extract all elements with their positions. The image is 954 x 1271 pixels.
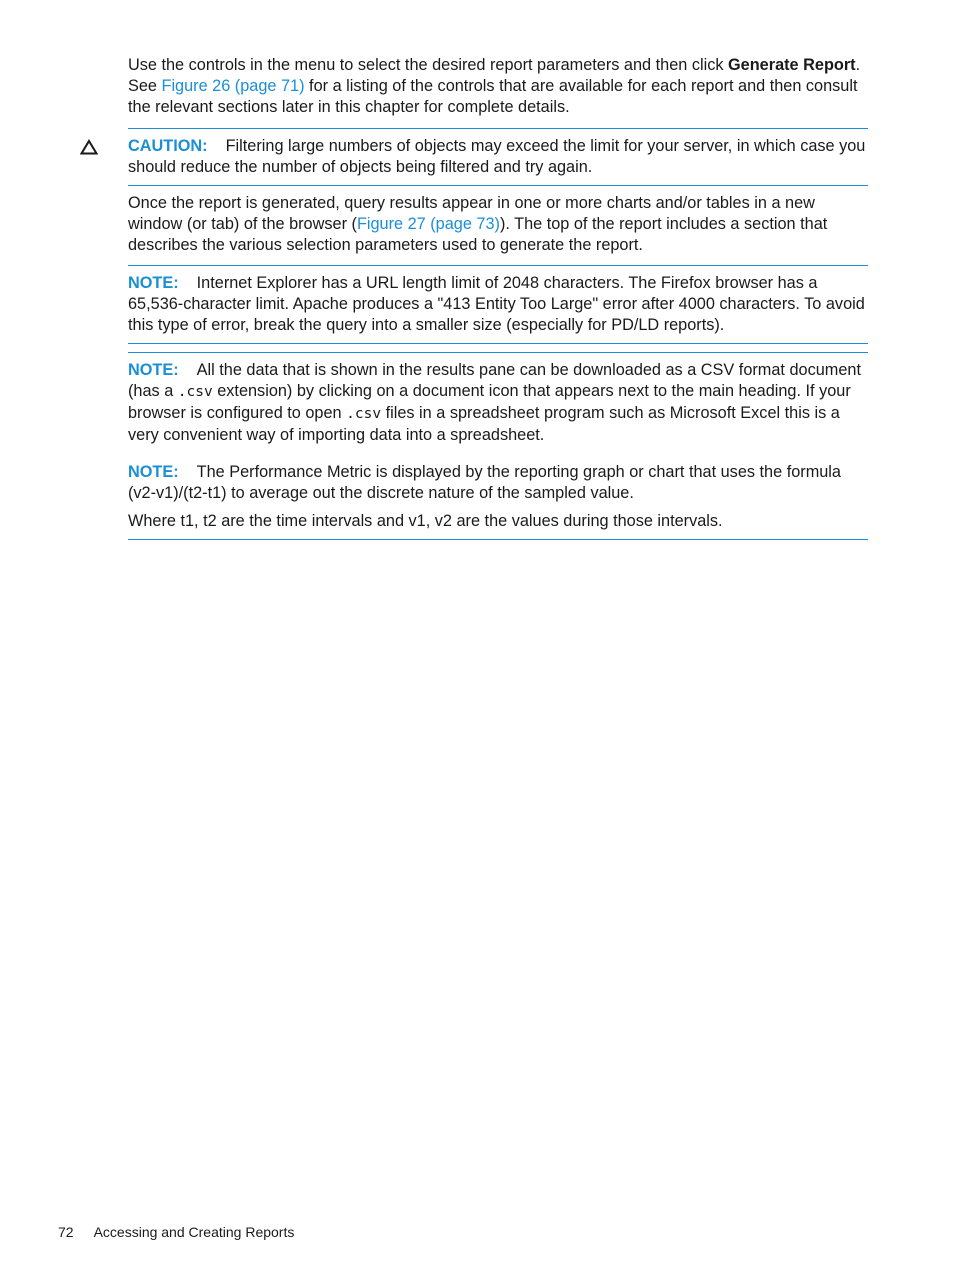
intro-text-2: . See: [128, 56, 861, 95]
note3-tail-paragraph: Where t1, t2 are the time intervals and v1, v2 are the values during those intervals.: [128, 512, 723, 530]
chapter-title: Accessing and Creating Reports: [93, 1224, 295, 1240]
caution-text: Filtering large numbers of objects may exceed the limit for your server, in which case you should reduce the number of objects being filtered and try again.: [128, 137, 866, 176]
note3-label: NOTE:: [128, 463, 179, 481]
note2-text-1: All the data that is shown in the results pane can be downloaded as a CSV format document (has a: [128, 361, 861, 400]
figure-27-link[interactable]: Figure 27 (page 73): [356, 215, 500, 233]
caution-block: [128, 129, 868, 185]
note2-text-2: extension) by clicking on a document icon that appears next to the main heading. If your browser is configured to open: [128, 382, 851, 422]
generate-report-term: Generate Report: [728, 56, 856, 74]
note1-text: Internet Explorer has a URL length limit of 2048 characters. The Firefox browser has a 65,536-character limit. Apache produces a "413 Entity Too Large" error after 4000 characters. To avoid this type of error, break the query into a smaller size (especially for PD/LD reports).: [128, 274, 865, 334]
page-content: [128, 55, 868, 540]
intro-text-1: Use the controls in the menu to select the desired report parameters and then click: [128, 56, 729, 74]
note1-label: NOTE:: [128, 274, 179, 292]
note3-block: [128, 453, 868, 539]
note-spacer: [128, 344, 868, 352]
note3-paragraph: [128, 462, 868, 504]
page-number: 72: [58, 1224, 74, 1240]
note2-paragraph: [128, 360, 868, 446]
report-text-1: Once the report is generated, query results appear in one or more charts and/or tables in a new window (or tab) of the browser (: [128, 194, 815, 233]
report-paragraph: [128, 186, 868, 265]
csv-code-2: .csv: [346, 406, 382, 422]
figure-26-link[interactable]: Figure 26 (page 71): [161, 77, 305, 95]
caution-triangle-icon: [80, 139, 98, 155]
intro-text-3: for a listing of the controls that are available for each report and then consult the relevant sections later in this chapter for complete details.: [128, 77, 858, 116]
page-footer: [58, 1222, 294, 1242]
note1-block: [128, 266, 868, 343]
csv-code-1: .csv: [177, 384, 213, 400]
note2-block: [128, 353, 868, 453]
report-text-2: ). The top of the report includes a section that describes the various selection parameters used to generate the report.: [128, 215, 828, 254]
caution-paragraph: [128, 136, 868, 178]
caution-label: CAUTION:: [128, 137, 208, 155]
intro-paragraph: [128, 55, 868, 118]
note3-text: The Performance Metric is displayed by the reporting graph or chart that uses the formula (v2-v1)/(t2-t1) to average out the discrete nature of the sampled value.: [128, 463, 841, 502]
note1-paragraph: [128, 273, 868, 336]
note3-bottom-rule: [128, 539, 868, 540]
note2-label: NOTE:: [128, 361, 179, 379]
note2-text-3: files in a spreadsheet program such as Microsoft Excel this is a very convenient way of importing data into a spreadsheet.: [128, 404, 840, 444]
